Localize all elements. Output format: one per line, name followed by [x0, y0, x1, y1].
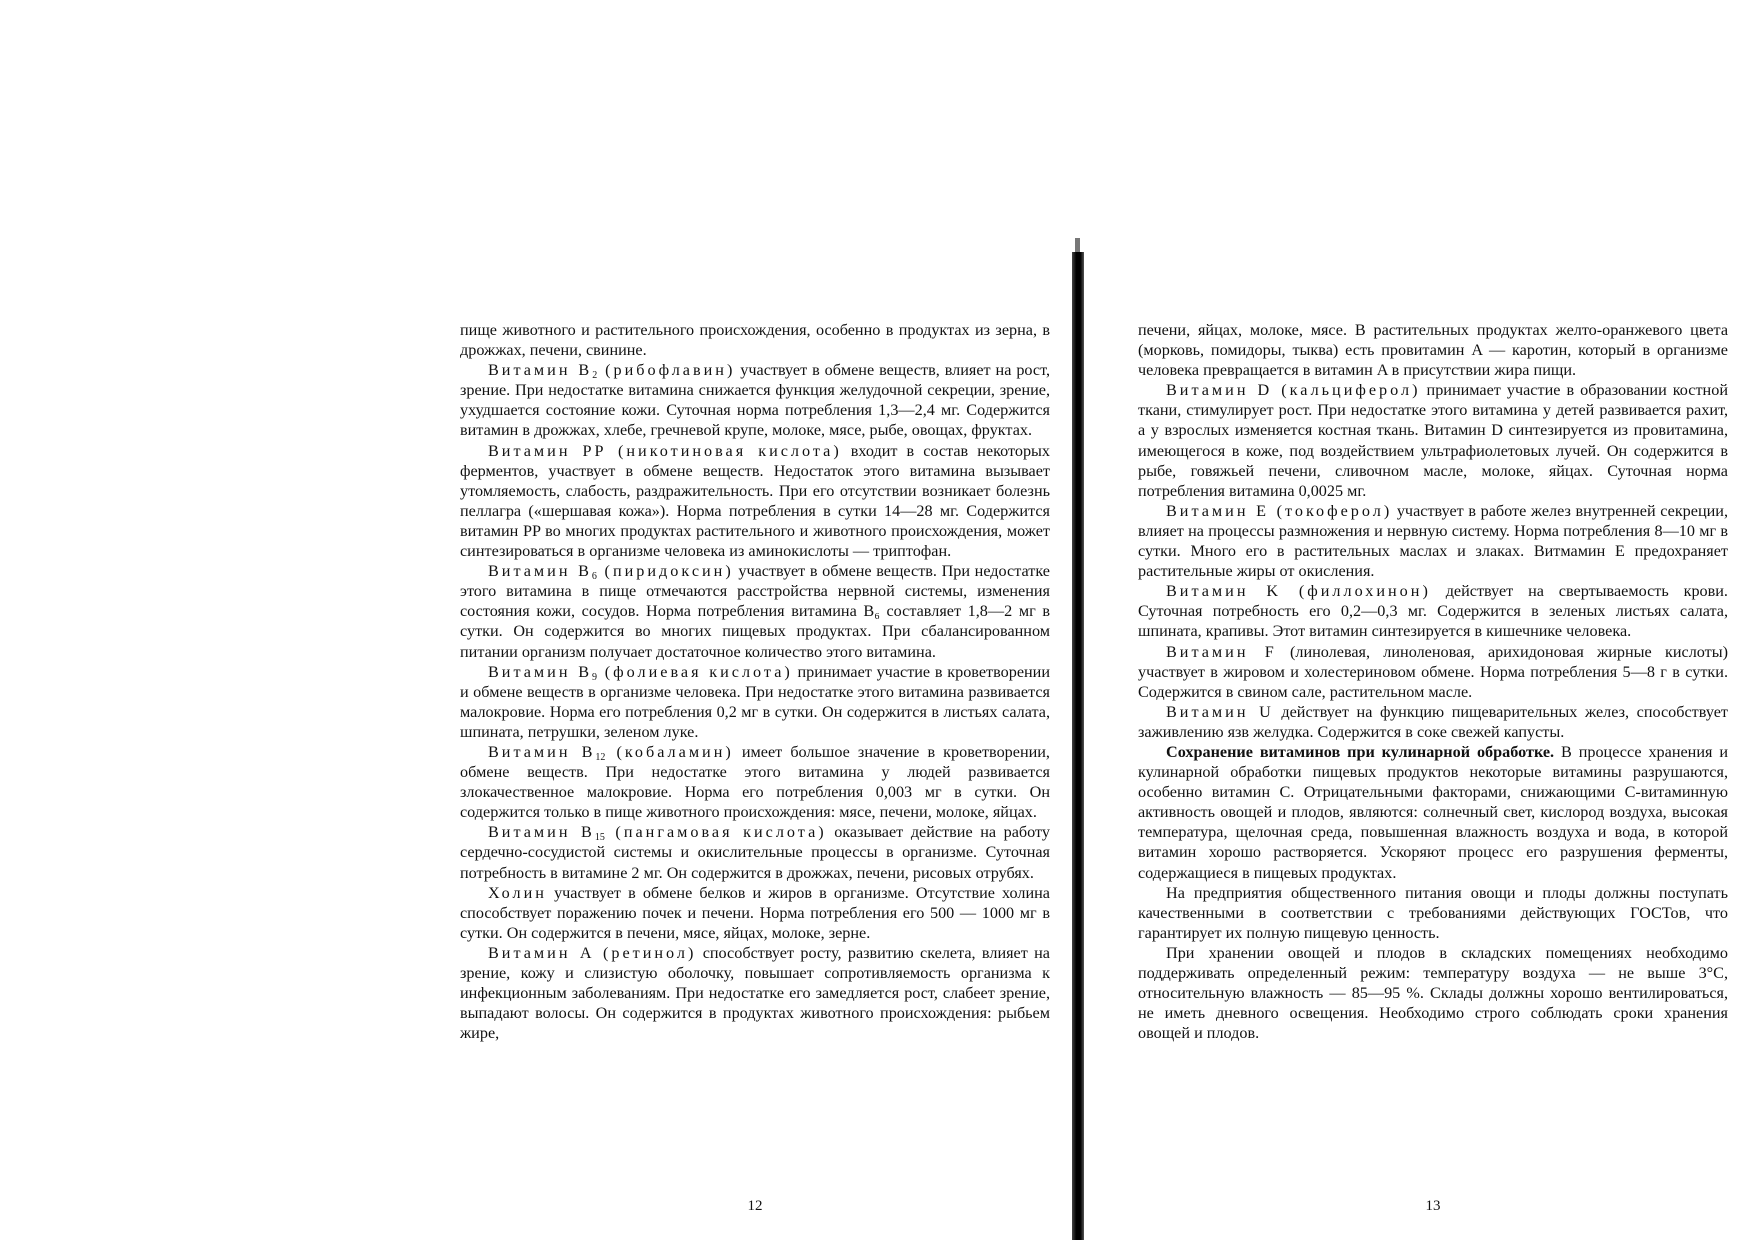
paragraph-vitamin-b15: Витамин $B_{15}$ (пангамовая кислота) оказывает действие на работу сердечно-сосудистой системы и окислительные процессы в организме. Суточная потребность в витамине 2 мг. Он содержится в дрожжах, печени, рисовых отрубях. [460, 823, 1050, 882]
paragraph-vitamin-a: Витамин A (ретинол) способствует росту, развитию скелета, влияет на зрение, кожу и слизистую оболочку, повышает сопротивляемость организма к инфекционным заболеваниям. При недостатке его замедляется рост, слабеет зрение, выпадают волосы. Он содержится в продуктах животного происхождения: рыбьем жире, [460, 943, 1050, 1043]
paragraph-vitamin-b2: Витамин $B_2$ (рибофлавин) участвует в обмене веществ, влияет на рост, зрение. При недостатке витамина снижается функция желудочной секреции, зрение, ухудшается состояние кожи. Суточная норма потребления 1,3—2,4 мг. Содержится витамин в дрожжах, хлебе, гречневой крупе, молоке, мясе, рыбе, овощах, фруктах. [460, 361, 1050, 440]
paragraph-vitamin-b6: Витамин $B_6$ (пиридоксин) участвует в обмене веществ. При недостатке этого витамина в пище отмечаются расстройства нервной системы, изменения состояния кожи, сосудов. Норма потребления витамина B₆ составляет 1,8—2 мг в сутки. Он содержится во многих пищевых продуктах. При сбалансированном питании организм получает достаточное количество этого витамина. [460, 562, 1050, 661]
paragraph-vitamin-f: Витамин F (линолевая, линоленовая, арихидоновая жирные кислоты) участвует в жировом и холестериновом обмене. Норма потребления 5—8 г в сутки. Содержится в свином сале, растительном масле. [1138, 642, 1728, 701]
paragraph-vitamin-d: Витамин D (кальциферол) принимает участие в образовании костной ткани, стимулирует рост. При недостатке этого витамина у детей развивается рахит, а у взрослых изменяется костная ткань. Витамин D синтезируется из провитамина, имеющегося в коже, под воздействием ультрафиолетовых лучей. Он содержится в рыбе, говяжьей печени, сливочном масле, молоке, яйцах. Суточная норма потребления витамина 0,0025 мг. [1138, 381, 1728, 500]
paragraph-choline: Холин участвует в обмене белков и жиров в организме. Отсутствие холина способствует поражению почек и печени. Норма потребления его 500 — 1000 мг в сутки. Он содержится в печени, мясе, яйцах, молоке, зерне. [460, 883, 1050, 942]
page-number: 12 [747, 1198, 763, 1214]
paragraph-vitamin-b12: Витамин $B_{12}$ (кобаламин) имеет большое значение в кроветворении, обмене веществ. При недостатке этого витамина у людей развивается злокачественное малокровие. Норма его потребления 0,003 мг в сутки. Он содержится только в пище животного происхождения: мясе, печени, молоке, яйцах. [460, 742, 1050, 822]
book-spine-shadow [1072, 252, 1084, 1240]
paragraph-vitamin-k: Витамин K (филлохинон) действует на свертываемость крови. Суточная потребность его 0,2—0,3 мг. Содержится в зеленых листьях салата, шпината, крапивы. Этот витамин синтезируется в кишечнике человека. [1138, 582, 1728, 641]
paragraph: печени, яйцах, молоке, мясе. В растительных продуктах желто-оранжевого цвета (морковь, помидоры, тыква) есть провитамин A — каротин, который в организме человека превращается в витамин A в присутствии жира пищи. [1138, 321, 1728, 380]
term: Витамин B [488, 361, 593, 380]
term: Витамин B [488, 742, 596, 761]
term: Витамин E [1166, 501, 1269, 520]
term: Витамин B [488, 823, 595, 842]
term: Витамин A [488, 943, 594, 962]
term: Витамин B [488, 562, 592, 581]
term: Витамин F [1166, 642, 1277, 661]
term: Витамин B [488, 662, 593, 681]
paragraph-vitamin-b9: Витамин $B_9$ (фолиевая кислота) принимает участие в кроветворении и обмене веществ в организме человека. При недостатке этого витамина развивается малокровие. Норма его потребления 0,2 мг в сутки. Он содержится в листьях салата, шпината, петрушки, зеленом луке. [460, 662, 1050, 741]
right-page-text [1138, 320, 1728, 1043]
page-number: 13 [1425, 1198, 1441, 1214]
section-heading: Сохранение витаминов при кулинарной обработке. [1166, 742, 1555, 761]
right-page [1138, 0, 1728, 1240]
term: Витамин U [1166, 702, 1274, 721]
term: Витамин D [1166, 381, 1273, 400]
term: Витамин K [1166, 582, 1282, 601]
term: Витамин PP [488, 441, 606, 460]
term: Холин [488, 883, 547, 902]
paragraph-vitamin-e: Витамин E (токоферол) участвует в работе желез внутренней секреции, влияет на процессы размножения и нервную систему. Норма потребления 8—10 мг в сутки. Много его в растительных маслах и злаках. Витмамин E предохраняет растительные жиры от окисления. [1138, 501, 1728, 581]
paragraph: При хранении овощей и плодов в складских помещениях необходимо поддерживать определенный режим: температуру воздуха — не выше 3°C, относительную влажность — 85—95 %. Склады должны хорошо вентилироваться, не иметь дневного освещения. Необходимо строго соблюдать сроки хранения овощей и плодов. [1138, 943, 1728, 1043]
left-page [460, 0, 1050, 1240]
paragraph: На предприятия общественного питания овощи и плоды должны поступать качественными в соответствии с требованиями действующих ГОСТов, что гарантирует их полную пищевую ценность. [1138, 883, 1728, 942]
paragraph-vitamin-u: Витамин U действует на функцию пищеварительных желез, способствует заживлению язв желудка. Содержится в соке свежей капусты. [1138, 702, 1728, 741]
book-fold-tip [1075, 238, 1080, 252]
paragraph-vitamin-pp: Витамин PP (никотиновая кислота) входит в состав некоторых ферментов, участвует в обмене веществ. Недостаток этого витамина вызывает утомляемость, слабость, раздражительность. При его отсутствии возникает болезнь пеллагра («шершавая кожа»). Норма потребления в сутки 14—28 мг. Содержится витамин PP во многих продуктах растительного и животного происхождения, может синтезироваться в организме человека из аминокислоты — триптофан. [460, 441, 1051, 561]
paragraph: пище животного и растительного происхождения, особенно в продуктах из зерна, в дрожжах, печени, свинине. [460, 321, 1050, 360]
left-page-text [460, 320, 1050, 1043]
paragraph-vitamin-preservation: Сохранение витаминов при кулинарной обработке. В процессе хранения и кулинарной обработки пищевых продуктов некоторые витамины разрушаются, особенно витамин C. Отрицательными факторами, снижающими C-витаминную активность овощей и плодов, являются: солнечный свет, кислород воздуха, высокая температура, щелочная среда, повышенная влажность воздуха и вода, в которой витамин хорошо растворяется. Ускоряют процесс его разрушения ферменты, содержащиеся в пищевых продуктах. [1138, 742, 1728, 882]
